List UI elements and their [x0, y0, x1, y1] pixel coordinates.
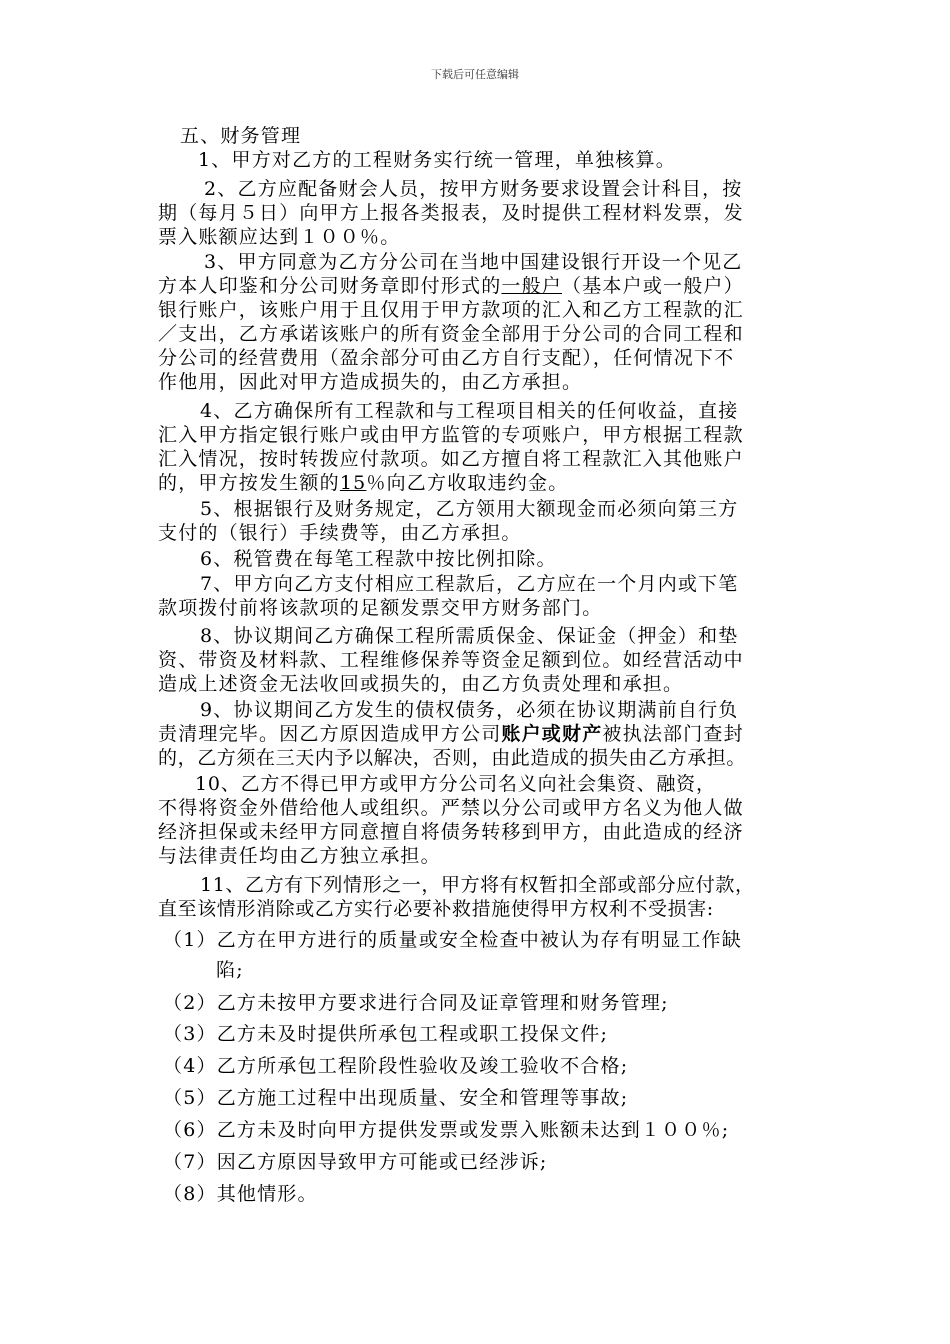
paragraph-line: 造成上述资金无法收回或损失的，由乙方负责处理和承担。	[158, 673, 684, 695]
paragraph-line: 期（每月５日）向甲方上报各类报表，及时提供工程材料发票，发	[158, 202, 744, 224]
paragraph-line: 经济担保或未经甲方同意擅自将债务转移到甲方，由此造成的经济	[158, 821, 744, 843]
underlined-percentage: 15	[339, 472, 367, 494]
paragraph-line: 3、甲方同意为乙方分公司在当地中国建设银行开设一个见乙	[204, 251, 743, 273]
paragraph-line: 6、税管费在每笔工程款中按比例扣除。	[200, 548, 557, 570]
list-item: （6）乙方未及时向甲方提供发票或发票入账额未达到１００％;	[163, 1119, 730, 1141]
paragraph-line: 9、协议期间乙方发生的债权债务，必须在协议期满前自行负	[200, 699, 739, 721]
paragraph-line: 款项拨付前将该款项的足额发票交甲方财务部门。	[158, 597, 603, 619]
list-item: （5）乙方施工过程中出现质量、安全和管理等事故;	[163, 1087, 629, 1109]
list-item: （3）乙方未及时提供所承包工程或职工投保文件;	[163, 1023, 609, 1045]
paragraph-line: 的，乙方须在三天内予以解决，否则，由此造成的损失由乙方承担。	[158, 747, 747, 769]
paragraph-line: 作他用，因此对甲方造成损失的，由乙方承担。	[158, 371, 583, 393]
paragraph-line: 直至该情形消除或乙方实行必要补救措施使得甲方权利不受损害:	[158, 898, 714, 920]
section-heading: 五、财务管理	[180, 125, 302, 147]
paragraph-line: 11、乙方有下列情形之一，甲方将有权暂扣全部或部分应付款，	[200, 874, 755, 896]
paragraph-line: 资、带资及材料款、工程维修保养等资金足额到位。如经营活动中	[158, 649, 744, 671]
paragraph-line: 方本人印鉴和分公司财务章即付形式的一般户（基本户或一般户）	[158, 275, 744, 297]
paragraph-line: 7、甲方向乙方支付相应工程款后，乙方应在一个月内或下笔	[200, 573, 739, 595]
paragraph-line: 不得将资金外借给他人或组织。严禁以分公司或甲方名义为他人做	[158, 797, 744, 819]
bold-account-or-property: 账户或财产	[501, 723, 603, 745]
paragraph-line: 汇入甲方指定银行账户或由甲方监管的专项账户，甲方根据工程款	[158, 424, 744, 446]
list-item: （8）其他情形。	[163, 1183, 318, 1205]
list-item: （2）乙方未按甲方要求进行合同及证章管理和财务管理;	[163, 992, 669, 1014]
paragraph-line: 的，甲方按发生额的15％向乙方收取违约金。	[158, 472, 569, 494]
list-item: （1）乙方在甲方进行的质量或安全检查中被认为存有明显工作缺	[163, 929, 742, 951]
paragraph-line: 票入账额应达到１００％。	[158, 226, 401, 248]
paragraph-line: 分公司的经营费用（盈余部分可由乙方自行支配），任何情况下不	[158, 347, 735, 369]
page-header: 下载后可任意编辑	[431, 68, 519, 81]
paragraph-line: 支付的（银行）手续费等，由乙方承担。	[158, 522, 522, 544]
paragraph-line: 1、甲方对乙方的工程财务实行统一管理，单独核算。	[198, 149, 676, 171]
paragraph-line: 责清理完毕。因乙方原因造成甲方公司账户或财产被执法部门查封	[158, 723, 744, 745]
paragraph-line: 与法律责任均由乙方独立承担。	[158, 845, 441, 867]
list-item-continuation: 陷;	[216, 959, 244, 981]
paragraph-line: 4、乙方确保所有工程款和与工程项目相关的任何收益，直接	[200, 400, 739, 422]
list-item: （4）乙方所承包工程阶段性验收及竣工验收不合格;	[163, 1055, 629, 1077]
list-item: （7）因乙方原因导致甲方可能或已经涉诉;	[163, 1151, 548, 1173]
paragraph-line: 8、协议期间乙方确保工程所需质保金、保证金（押金）和垫	[200, 625, 739, 647]
underlined-account-type: 一般户	[501, 275, 563, 297]
paragraph-line: 银行账户，该账户用于且仅用于甲方款项的汇入和乙方工程款的汇	[158, 299, 744, 321]
paragraph-line: 5、根据银行及财务规定，乙方领用大额现金而必须向第三方	[200, 498, 739, 520]
paragraph-line: 汇入情况，按时转拨应付款项。如乙方擅自将工程款汇入其他账户	[158, 448, 744, 470]
paragraph-line: 10、乙方不得已甲方或甲方分公司名义向社会集资、融资，	[195, 773, 716, 795]
paragraph-line: ／支出，乙方承诺该账户的所有资金全部用于分公司的合同工程和	[158, 323, 744, 345]
paragraph-line: 2、乙方应配备财会人员，按甲方财务要求设置会计科目，按	[204, 178, 743, 200]
